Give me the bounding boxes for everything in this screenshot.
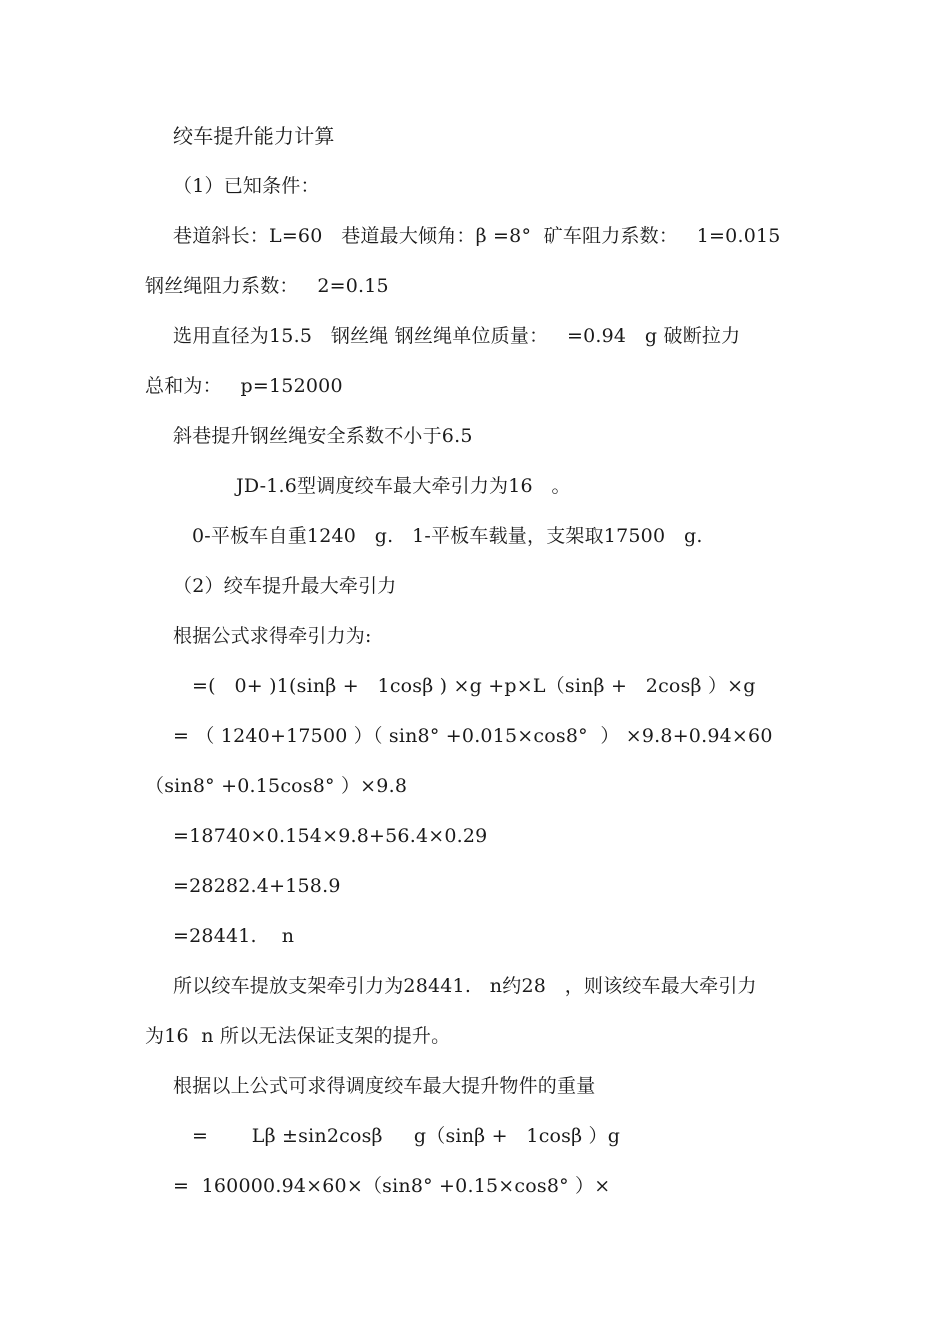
document-title: 绞车提升能力计算 [173, 124, 335, 148]
formula-line: =28441. n [173, 925, 295, 947]
formula-line: = 160000.94×60×（sin8° +0.15×cos8° ）× [173, 1175, 611, 1197]
paragraph-line: 根据公式求得牵引力为: [173, 625, 372, 647]
paragraph-line: 钢丝绳阻力系数： 2=0.15 [145, 275, 389, 297]
section-known-conditions: （1）已知条件： [173, 175, 320, 197]
paragraph-line: 斜巷提升钢丝绳安全系数不小于6.5 [173, 425, 473, 447]
paragraph-line: 为16 n 所以无法保证支架的提升。 [145, 1025, 451, 1047]
paragraph-line: 根据以上公式可求得调度绞车最大提升物件的重量 [173, 1075, 596, 1097]
formula-line: = （ 1240+17500 ）（ sin8° +0.015×cos8° ） ×9.8+0.94×60 [173, 725, 773, 747]
paragraph-line: 0-平板车自重1240 g. 1-平板车载量，支架取17500 g. [192, 525, 703, 547]
formula-line: =28282.4+158.9 [173, 875, 341, 897]
formula-line: =( 0+ )1(sinβ + 1cosβ ) ×g +p×L（sinβ + 2cosβ ）×g [192, 675, 756, 697]
section-max-traction: （2）绞车提升最大牵引力 [173, 575, 397, 597]
paragraph-line: 巷道斜长：L=60 巷道最大倾角：β =8° 矿车阻力系数： 1=0.015 [173, 225, 781, 247]
paragraph-line: 所以绞车提放支架牵引力为28441. n约28 ，则该绞车最大牵引力 [173, 975, 757, 997]
formula-line: =18740×0.154×9.8+56.4×0.29 [173, 825, 488, 847]
paragraph-line: 总和为： p=152000 [145, 375, 343, 397]
formula-line: = Lβ ±sin2cosβ g（sinβ + 1cosβ ）g [192, 1125, 621, 1147]
paragraph-line: JD-1.6型调度绞车最大牵引力为16 。 [236, 475, 571, 497]
paragraph-line: 选用直径为15.5 钢丝绳 钢丝绳单位质量： =0.94 g 破断拉力 [173, 325, 741, 347]
formula-line: （sin8° +0.15cos8° ）×9.8 [145, 775, 408, 797]
